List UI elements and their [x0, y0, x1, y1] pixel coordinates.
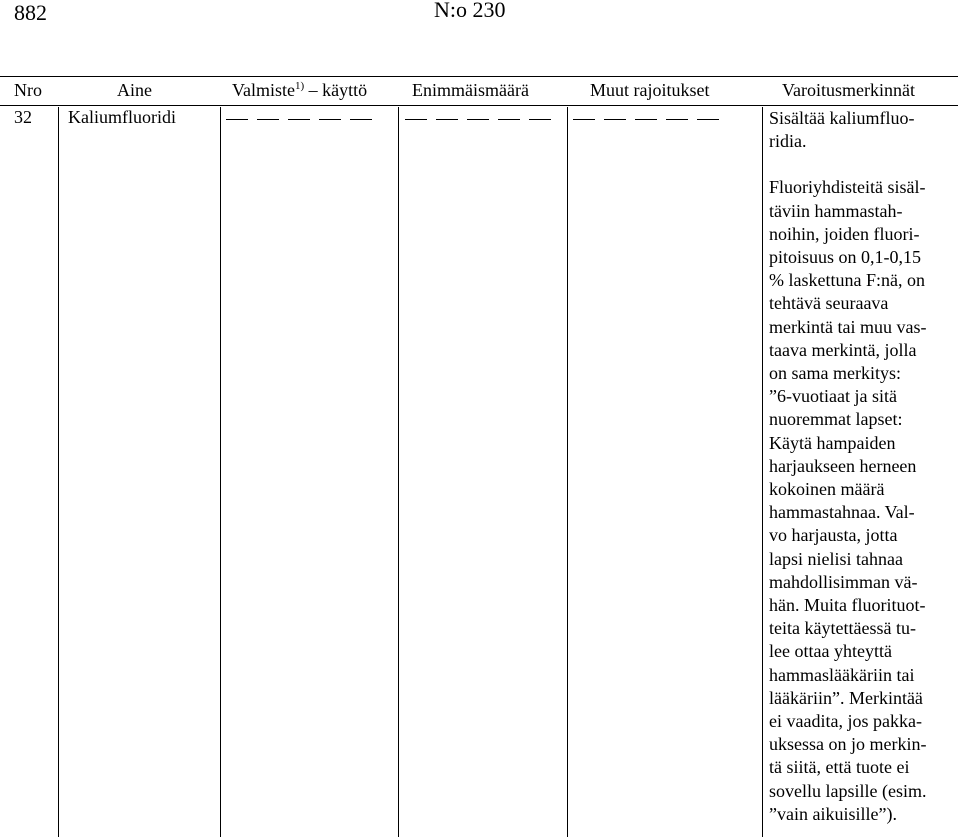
- warning-paragraph-2: Fluoriyhdisteitä sisäl- täviin hammastah- noihin, joiden fluori- pitoisuus on 0,1-0,15 % laskettuna F:nä, on tehtävä seuraava merkintä tai muu vas- taava merkintä, jolla on sama merkitys: ”6-vuotiaat ja sitä nuoremmat lapset: Käytä hampaiden harjaukseen herneen kokoinen määrä hammastahnaa. Val- vo harjausta, jotta lapsi nielisi tahnaa mahdollisimman vä- hän. Muita fluorituot- teita käytettäessä tu- lee ottaa yhteyttä hammaslääkäriin tai lääkäriin”. Merkintää ei vaadita, jos pakka- uksessa on jo merkin- tä siitä, että tuote ei sovellu lapsille (esim. ”vain aikuisille”).: [769, 177, 927, 824]
- warning-paragraph-1: Sisältää kaliumfluo- ridia.: [769, 108, 915, 152]
- column-divider: [58, 107, 59, 837]
- column-divider: [398, 107, 399, 837]
- header-valmiste-text: Valmiste: [232, 80, 295, 100]
- regulation-table: [0, 76, 958, 837]
- column-divider: [567, 107, 568, 837]
- header-valmiste-kaytto: – käyttö: [304, 80, 368, 100]
- column-divider: [762, 107, 763, 837]
- warning-text-cell: [769, 107, 954, 826]
- header-nro: Nro: [14, 80, 42, 100]
- header-valmiste: [232, 80, 367, 101]
- document-number: N:o 230: [434, 0, 506, 22]
- header-aine: Aine: [117, 80, 152, 100]
- row-nro: 32: [14, 107, 32, 127]
- row-aine: Kaliumfluoridi: [68, 107, 176, 127]
- header-valmiste-footnote: 1): [295, 80, 305, 92]
- header-divider: [0, 105, 958, 106]
- column-divider: [220, 107, 221, 837]
- page-number: 882: [14, 0, 47, 25]
- header-muut-rajoitukset: Muut rajoitukset: [590, 80, 710, 100]
- header-enimmaismaara: Enimmäismäärä: [412, 80, 529, 100]
- header-varoitusmerkinnat: Varoitusmerkinnät: [782, 80, 915, 100]
